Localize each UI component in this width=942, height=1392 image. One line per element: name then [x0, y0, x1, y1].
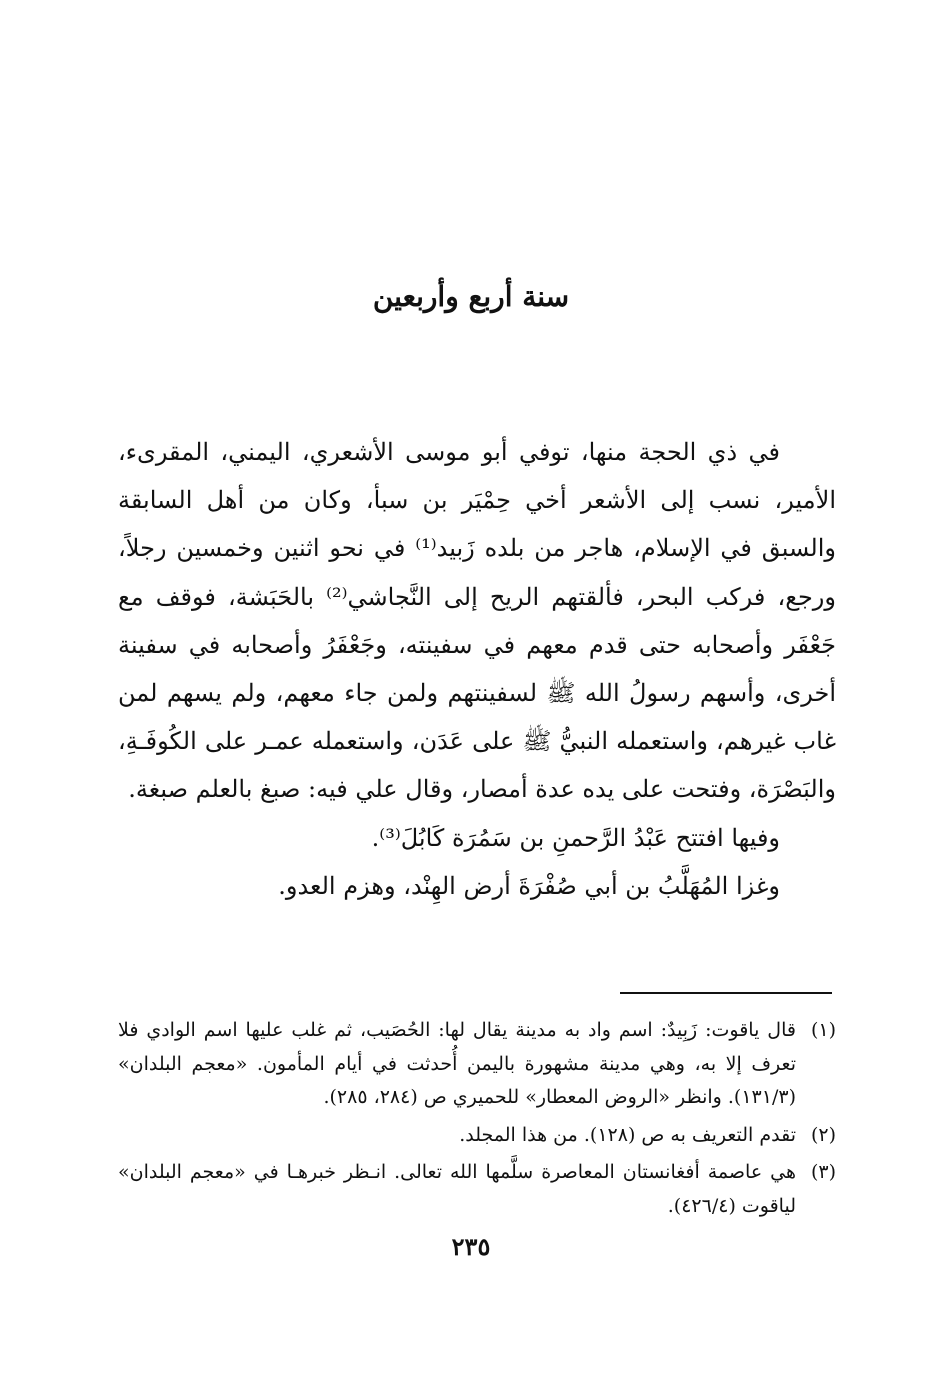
- footnote: [118, 1156, 836, 1223]
- footnote: [118, 1014, 836, 1115]
- paragraph: في ذي الحجة منها، توفي أبو موسى الأشعري، اليمني، المقرىء، الأمير، نسب إلى الأشعر أخي حِمْيَر بن سبأ، وكان من أهل السابقة والسبق في الإسلام، هاجر من بلده زَبيد⁽¹⁾ في نحو اثنين وخمسين رجلاً، ورجع، فركب البحر، فألقتهم الريح إلى النَّجاشي⁽²⁾ بالحَبَشة، فوقف مع جَعْفَر وأصحابه حتى قدم معهم في سفينته، وجَعْفَرُ وأصحابه في سفينة أخرى، وأسهم رسولُ الله ﷺ لسفينتهم ولمن جاء معهم، ولم يسهم لمن غاب غيرهم، واستعمله النبيُّ ﷺ على عَدَن، واستعمله عمـر على الكُوفَـةِ، والبَصْرَة، وفتحت على يده عدة أمصار، وقال علي فيه: صبغ بالعلم صبغة.: [118, 438, 836, 804]
- footnote-number: (٢): [810, 1123, 836, 1146]
- page-number: ٢٣٥: [451, 1232, 491, 1261]
- footnote-divider: [620, 992, 832, 994]
- chapter-title: سنة أربع وأربعين: [372, 280, 570, 313]
- footnote-text: تقدم التعريف به ص (١٢٨). من هذا المجلد.: [459, 1123, 796, 1146]
- footnote-number: (٣): [810, 1161, 836, 1183]
- footnote-text: قال ياقوت: زَبِيدٌ: اسم واد به مدينة يقال لها: الحُصَيب، ثم غلب عليها اسم الوادي فلا تعرف إلا به، وهي مدينة مشهورة باليمن أُحدثت في أيام المأمون. «معجم البلدان» (١٣١/٣). وانظر «الروض المعطار» للحميري ص (٢٨٤، ٢٨٥).: [118, 1019, 796, 1108]
- footnote-number: (١): [810, 1019, 836, 1041]
- paragraph: وغزا المُهَلَّبُ بن أبي صُفْرَةَ أرض الهِنْد، وهزم العدو.: [278, 871, 780, 900]
- footnote-text: هي عاصمة أفغانستان المعاصرة سلَّمها الله تعالى. انـظر خبرهـا في «معجم البلدان» لياقوت (٤٢٦/٤).: [118, 1161, 796, 1217]
- paragraph: وفيها افتتح عَبْدُ الرَّحمنِ بن سَمُرَة كَابُلَ⁽³⁾.: [371, 823, 780, 852]
- main-text: [118, 428, 836, 910]
- footnote: [118, 1119, 836, 1153]
- footnotes: [118, 1014, 836, 1227]
